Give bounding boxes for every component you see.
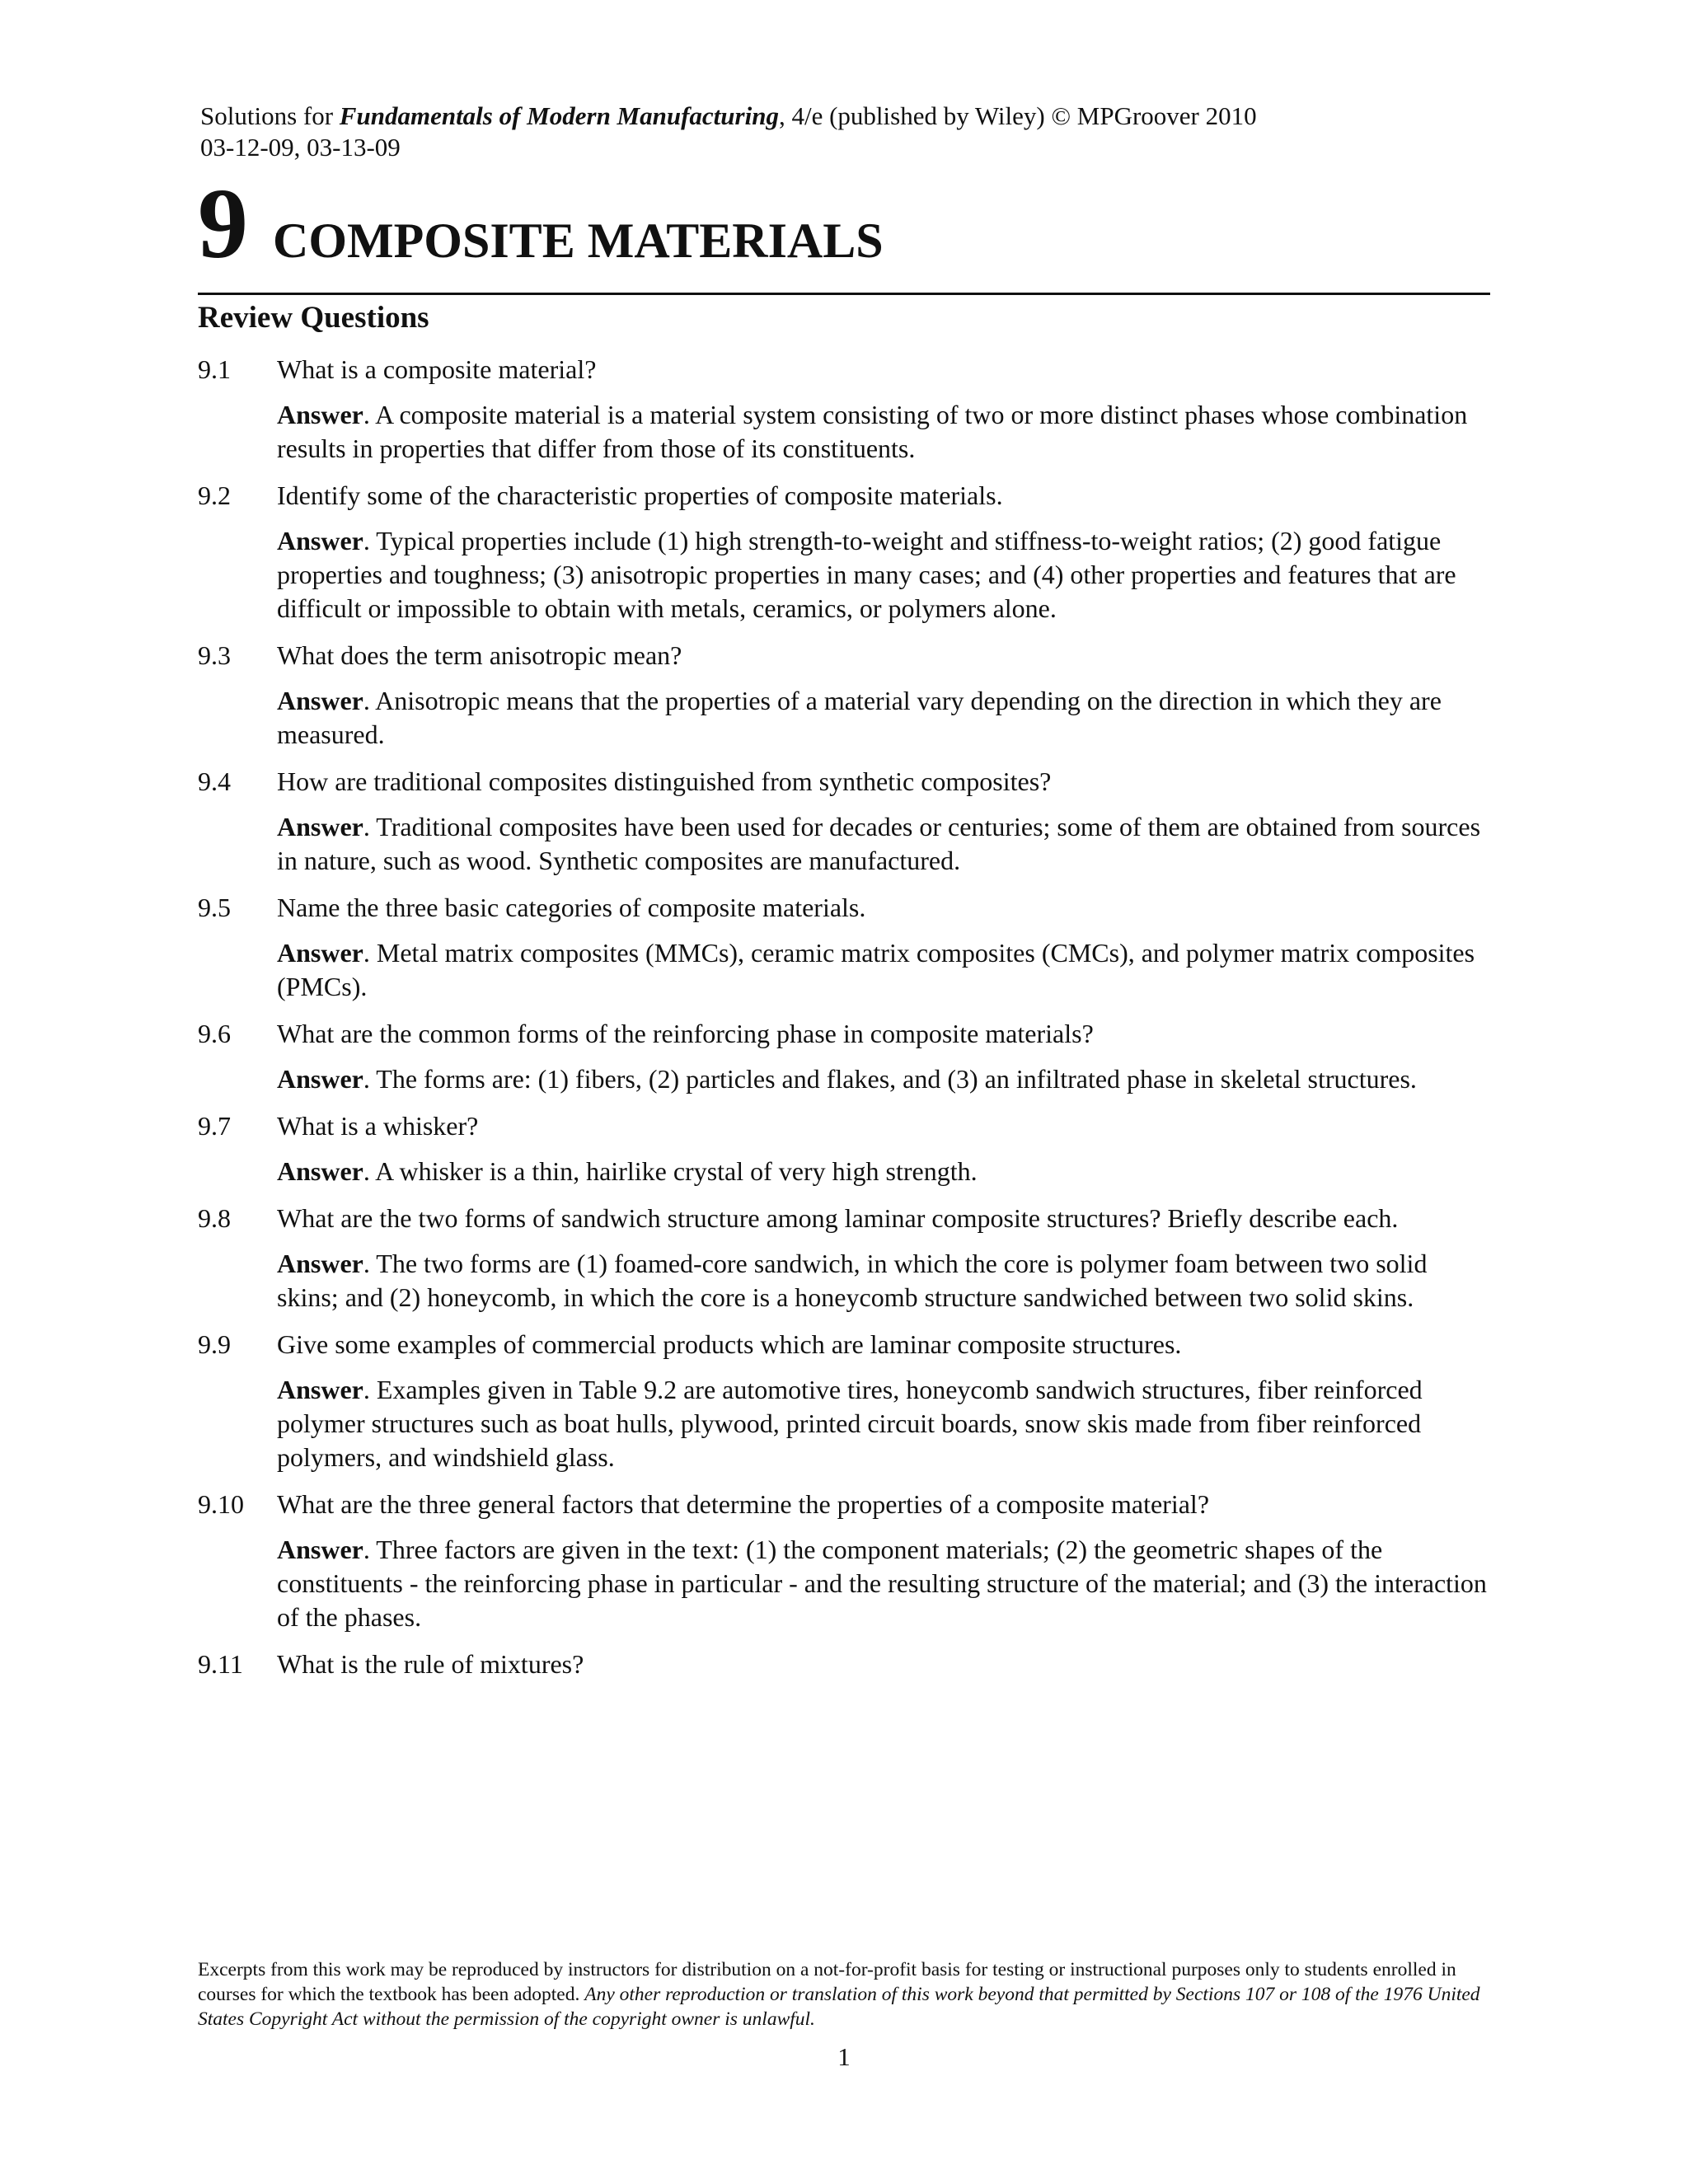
chapter-number: 9 — [198, 168, 248, 279]
question-row — [198, 1647, 1490, 1681]
question-number: 9.1 — [198, 354, 231, 384]
footer-plain-text: Excerpts from this work may be reproduced by instructors for distribution on a not-for-profit basis for testing or instructional purposes only to students enrolled in courses for which the textbook has been adopted. — [198, 1959, 1456, 2005]
question-text: How are traditional composites distinguished from synthetic composites? — [277, 766, 1052, 796]
question-row — [198, 353, 1490, 387]
question-text: What does the term anisotropic mean? — [277, 640, 682, 670]
question-number: 9.4 — [198, 766, 231, 796]
answer-text — [277, 684, 1490, 752]
chapter-heading — [198, 168, 884, 279]
answer-text — [277, 1373, 1490, 1474]
answer-text — [277, 524, 1490, 626]
question-number: 9.10 — [198, 1489, 244, 1519]
answer-text — [277, 936, 1490, 1004]
header-prefix: Solutions for — [200, 101, 340, 130]
answer-body: . Anisotropic means that the properties of a material vary depending on the direction in which they are measured. — [277, 686, 1442, 749]
question-text: What are the common forms of the reinforcing phase in composite materials? — [277, 1019, 1094, 1048]
question-number: 9.2 — [198, 480, 231, 510]
answer-label: Answer — [277, 938, 363, 968]
page-number: 1 — [837, 2042, 851, 2071]
qa-item — [198, 1109, 1490, 1188]
answer-body: . A whisker is a thin, hairlike crystal of very high strength. — [363, 1156, 978, 1186]
qa-item — [198, 639, 1490, 752]
qa-item — [198, 1202, 1490, 1315]
question-row — [198, 1328, 1490, 1361]
question-row — [198, 1109, 1490, 1143]
question-text: What is the rule of mixtures? — [277, 1649, 584, 1679]
answer-label: Answer — [277, 1375, 363, 1404]
answer-body: . Three factors are given in the text: (1) the component materials; (2) the geometric shapes of the constituents - the reinforcing phase in particular - and the resulting structure of the material; and (3) the interaction of the phases. — [277, 1535, 1487, 1632]
question-number: 9.6 — [198, 1019, 231, 1048]
question-text: Give some examples of commercial products which are laminar composite structures. — [277, 1329, 1182, 1359]
answer-body: . Examples given in Table 9.2 are automotive tires, honeycomb sandwich structures, fiber reinforced polymer structures such as boat hulls, plywood, printed circuit boards, snow skis made from fiber reinforced polymers, and windshield glass. — [277, 1375, 1423, 1472]
question-text: What is a composite material? — [277, 354, 597, 384]
answer-body: . Metal matrix composites (MMCs), ceramic matrix composites (CMCs), and polymer matrix composites (PMCs). — [277, 938, 1475, 1001]
question-number: 9.11 — [198, 1649, 243, 1679]
question-text: What is a whisker? — [277, 1111, 479, 1141]
question-row — [198, 765, 1490, 799]
footer-italic-text: Any other reproduction or translation of this work beyond that permitted by Sections 107 or 108 of the 1976 United States Copyright Act without the permission of the copyright owner is unlawful. — [198, 1984, 1480, 2030]
question-row — [198, 1202, 1490, 1235]
qa-item — [198, 1647, 1490, 1681]
answer-label: Answer — [277, 812, 363, 841]
question-row — [198, 479, 1490, 513]
qa-item — [198, 1488, 1490, 1634]
answer-text — [277, 1533, 1490, 1634]
answer-text — [277, 810, 1490, 878]
answer-body: . The two forms are (1) foamed-core sandwich, in which the core is polymer foam between two solid skins; and (2) honeycomb, in which the core is a honeycomb structure sandwiched between two solid skins. — [277, 1249, 1428, 1312]
qa-item — [198, 765, 1490, 878]
answer-label: Answer — [277, 1064, 363, 1094]
question-row — [198, 891, 1490, 925]
answer-label: Answer — [277, 686, 363, 715]
answer-text — [277, 398, 1490, 466]
qa-item — [198, 479, 1490, 626]
heading-rule — [198, 293, 1490, 295]
question-number: 9.5 — [198, 893, 231, 922]
answer-body: . A composite material is a material system consisting of two or more distinct phases whose combination results in properties that differ from those of its constituents. — [277, 400, 1468, 463]
header-suffix: , 4/e (published by Wiley) © MPGroover 2010 — [778, 101, 1257, 130]
question-text: What are the three general factors that determine the properties of a composite material? — [277, 1489, 1210, 1519]
chapter-title: COMPOSITE MATERIALS — [273, 213, 884, 268]
answer-label: Answer — [277, 400, 363, 429]
question-number: 9.8 — [198, 1203, 231, 1233]
qa-item — [198, 1328, 1490, 1474]
question-text: Identify some of the characteristic properties of composite materials. — [277, 480, 1003, 510]
question-number: 9.3 — [198, 640, 231, 670]
book-title: Fundamentals of Modern Manufacturing — [339, 101, 779, 130]
question-number: 9.9 — [198, 1329, 231, 1359]
running-header — [200, 101, 1257, 132]
question-row — [198, 1017, 1490, 1051]
answer-label: Answer — [277, 1249, 363, 1278]
question-text: What are the two forms of sandwich structure among laminar composite structures? Briefly describe each. — [277, 1203, 1399, 1233]
qa-list — [198, 353, 1490, 1681]
copyright-footer — [198, 1957, 1490, 2032]
section-title: Review Questions — [198, 301, 429, 335]
question-text: Name the three basic categories of composite materials. — [277, 893, 866, 922]
answer-body: . The forms are: (1) fibers, (2) particles and flakes, and (3) an infiltrated phase in skeletal structures. — [363, 1064, 1417, 1094]
answer-label: Answer — [277, 526, 363, 555]
answer-text — [277, 1155, 1490, 1188]
answer-label: Answer — [277, 1535, 363, 1564]
answer-label: Answer — [277, 1156, 363, 1186]
answer-text — [277, 1247, 1490, 1315]
question-row — [198, 1488, 1490, 1521]
answer-text — [277, 1062, 1490, 1096]
header-dates: 03-12-09, 03-13-09 — [200, 133, 401, 162]
answer-body: . Traditional composites have been used for decades or centuries; some of them are obtained from sources in nature, such as wood. Synthetic composites are manufactured. — [277, 812, 1481, 875]
question-row — [198, 639, 1490, 673]
qa-item — [198, 1017, 1490, 1096]
qa-item — [198, 891, 1490, 1004]
question-number: 9.7 — [198, 1111, 231, 1141]
qa-item — [198, 353, 1490, 466]
answer-body: . Typical properties include (1) high strength-to-weight and stiffness-to-weight ratios; (2) good fatigue properties and toughness; (3) anisotropic properties in many cases; and (4) other properties and features that are difficult or impossible to obtain with metals, ceramics, or polymers alone. — [277, 526, 1456, 623]
